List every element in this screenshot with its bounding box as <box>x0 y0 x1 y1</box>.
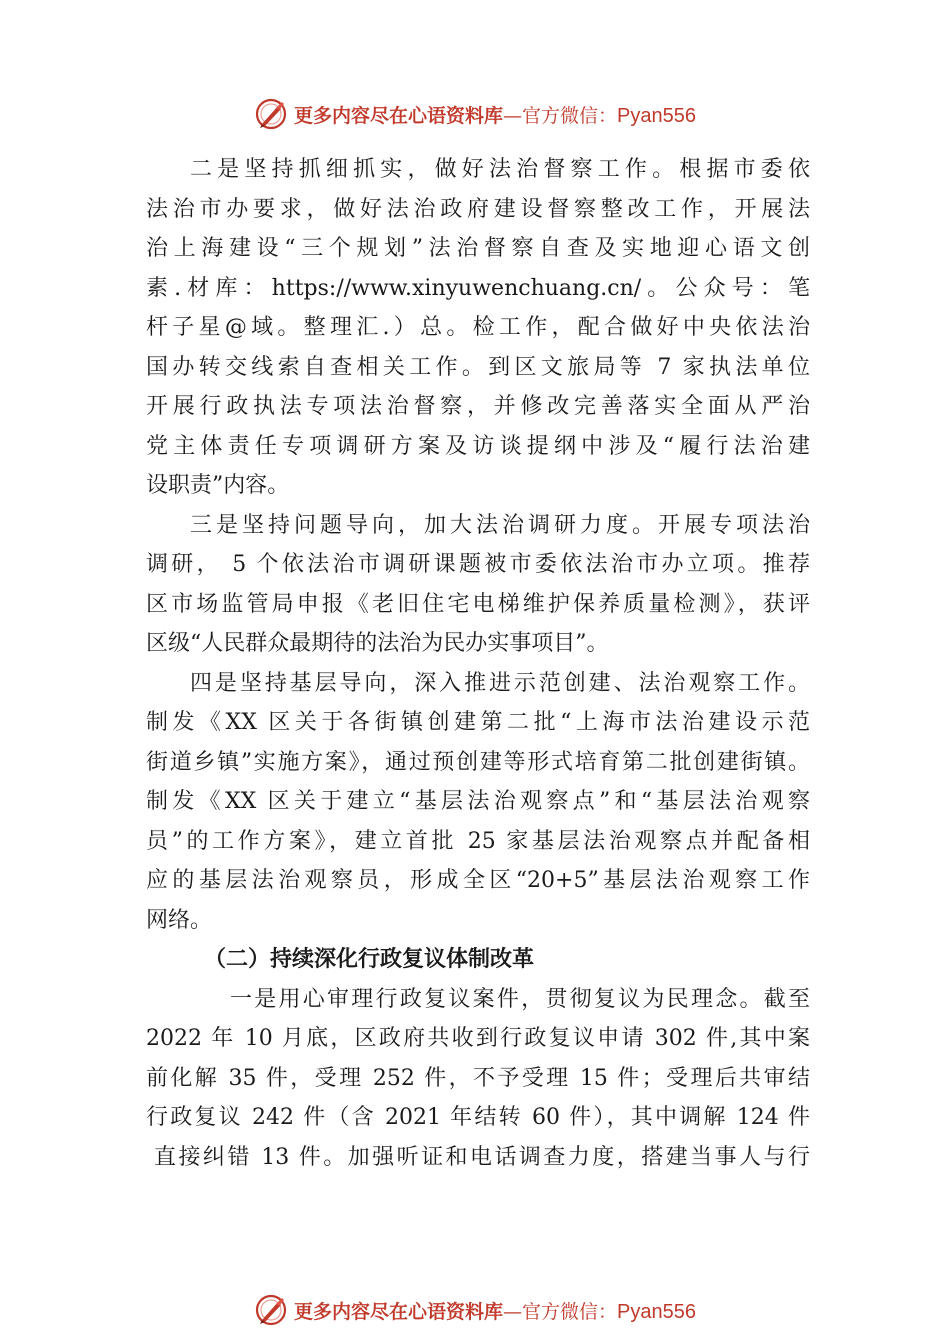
text-line: 国办转交线索自查相关工作。到区文旅局等 7 家执法单位 <box>146 354 810 380</box>
text-line: 前化解 35 件，受理 252 件，不予受理 15 件；受理后共审结 <box>146 1065 810 1091</box>
header-banner-text <box>294 101 696 128</box>
banner-wechat-id: Pyan556 <box>617 104 696 127</box>
text-line: 行政复议 242 件（含 2021 年结转 60 件），其中调解 124 件 <box>146 1105 810 1130</box>
banner-main-text: 更多内容尽在心语资料库 <box>294 104 504 127</box>
text-line: 调研， 5 个依法治市调研课题被市委依法治市办立项。推荐 <box>146 552 810 577</box>
quill-pen-logo-icon <box>254 1293 288 1327</box>
banner-wechat-label: 官方微信： <box>522 104 618 127</box>
quill-pen-logo-icon <box>254 97 288 131</box>
text-line: 党主体责任专项调研方案及访谈提纲中涉及“履行法治建 <box>146 433 810 459</box>
banner-wechat-label: 官方微信： <box>522 1300 618 1323</box>
text-line: 街道乡镇”实施方案》，通过预创建等形式培育第二批创建街镇。 <box>146 749 810 775</box>
text-line: 素.材库：https://www.xinyuwenchuang.cn/。公众号：笔 <box>146 275 810 301</box>
text-line: 应的基层法治观察员，形成全区“20+5”基层法治观察工作 <box>146 868 810 893</box>
text-line: 员”的工作方案》，建立首批 25 家基层法治观察点并配备相 <box>146 828 810 854</box>
text-line: 二是坚持抓细抓实，做好法治督察工作。根据市委依 <box>190 157 810 182</box>
footer-banner <box>0 1290 950 1330</box>
document-body <box>146 150 810 1177</box>
text-line: 制发《XX 区关于各街镇创建第二批“上海市法治建设示范 <box>146 710 810 735</box>
section-heading: （二）持续深化行政复议体制改革 <box>204 946 535 972</box>
text-line: 治上海建设“三个规划”法治督察自查及实地迎心语文创 <box>146 236 810 261</box>
text-line: 直接纠错 13 件。加强听证和电话调查力度，搭建当事人与行 <box>154 1144 810 1170</box>
footer-banner-text <box>294 1297 696 1324</box>
banner-wechat-id: Pyan556 <box>617 1300 696 1323</box>
text-line: 开展行政执法专项法治督察，并修改完善落实全面从严治 <box>146 394 810 419</box>
text-line: 区市场监管局申报《老旧住宅电梯维护保养质量检测》，获评 <box>146 591 810 617</box>
header-banner <box>0 94 950 134</box>
text-line: 四是坚持基层导向，深入推进示范创建、法治观察工作。 <box>190 670 810 696</box>
text-line: 区级“人民群众最期待的法治为民办实事项目”。 <box>146 631 609 656</box>
text-line: 一是用心审理行政复议案件，贯彻复议为民理念。截至 <box>230 986 810 1012</box>
text-line: 网络。 <box>146 907 213 933</box>
banner-separator: — <box>503 104 523 127</box>
text-line: 2022 年 10 月底，区政府共收到行政复议申请 302 件,其中案 <box>146 1026 810 1051</box>
text-line: 杆子星@域。整理汇.）总。检工作，配合做好中央依法治 <box>146 315 810 340</box>
text-line: 设职责”内容。 <box>146 473 290 498</box>
text-line: 制发《XX 区关于建立“基层法治观察点”和“基层法治观察 <box>146 789 810 814</box>
banner-main-text: 更多内容尽在心语资料库 <box>294 1300 504 1323</box>
text-line: 三是坚持问题导向，加大法治调研力度。开展专项法治 <box>190 512 810 538</box>
banner-separator: — <box>503 1300 523 1323</box>
text-line: 法治市办要求，做好法治政府建设督察整改工作，开展法 <box>146 196 810 222</box>
